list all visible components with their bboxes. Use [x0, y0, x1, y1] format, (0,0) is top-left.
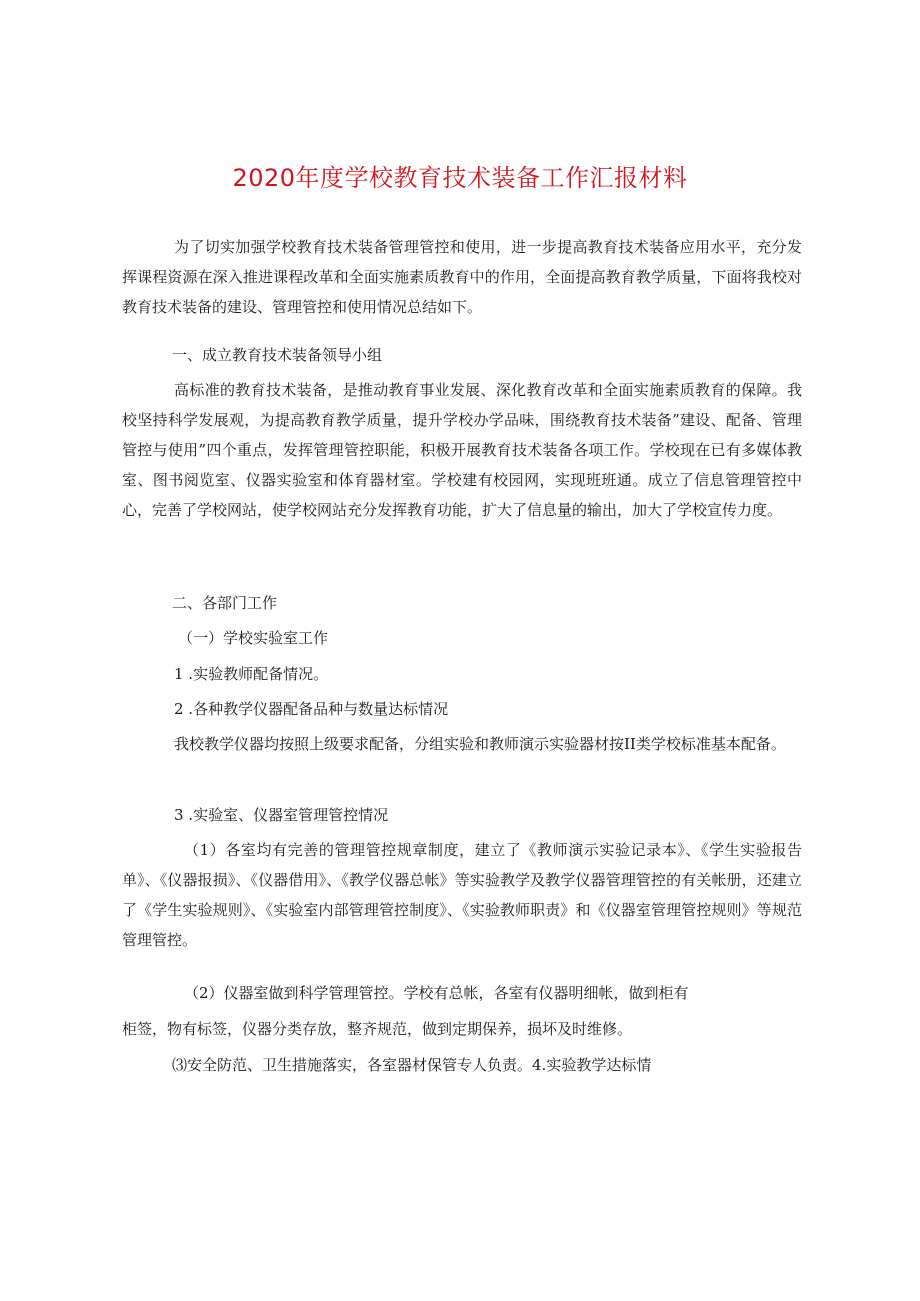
intro-paragraph: 为了切实加强学校教育技术装备管理管控和使用，进一步提高教育技术装备应用水平，充分发挥课程资源在深入推进课程改革和全面实施素质教育中的作用，全面提高教育教学质量，下面将我校对教育技术装备的建设、管理管控和使用情况总结如下。	[122, 238, 802, 316]
section-heading-2: 二、各部门工作	[172, 594, 278, 612]
equipment-paragraph: 我校教学仪器均按照上级要求配备，分组实验和教师演示实验器材按II类学校标准基本配备。	[174, 735, 786, 753]
subsection-heading-lab: （一）学校实验室工作	[178, 629, 329, 647]
management-paragraph-2-line-2: 柜签，物有标签，仪器分类存放，整齐规范，做到定期保养，损坏及时维修。	[122, 1020, 633, 1038]
management-paragraph-3: ⑶安全防范、卫生措施落实，各室器材保管专人负责。4.实验教学达标情	[172, 1056, 652, 1074]
list-item-3: 3 .实验室、仪器室管理管控情况	[174, 806, 389, 824]
management-paragraph-2-line-1: （2）仪器室做到科学管理管控。学校有总帐，各室有仪器明细帐，做到柜有	[184, 984, 689, 1002]
section-heading-1: 一、成立教育技术装备领导小组	[172, 346, 383, 364]
list-item-1: 1 .实验教师配备情况。	[174, 665, 329, 683]
section-1-paragraph: 高标准的教育技术装备，是推动教育事业发展、深化教育改革和全面实施素质教育的保障。我校坚持科学发展观，为提高教育教学质量，提升学校办学品味，围绕教育技术装备”建设、配备、管理管控与使用”四个重点，发挥管理管控职能，积极开展教育技术装备各项工作。学校现在已有多媒体教室、图书阅览室、仪器实验室和体育器材室。学校建有校园网，实现班班通。成立了信息管理管控中心，完善了学校网站，使学校网站充分发挥教育功能，扩大了信息量的输出，加大了学校宣传力度。	[122, 381, 802, 519]
document-title: 2020年度学校教育技术装备工作汇报材料	[232, 164, 688, 192]
management-paragraph-1: （1）各室均有完善的管理管控规章制度，建立了《教师演示实验记录本》、《学生实验报告单》、《仪器报损》、《仪器借用》、《教学仪器总帐》等实验教学及教学仪器管理管控的有关帐册，还建立了《学生实验规则》、《实验室内部管理管控制度》、《实验教师职责》和《仪器室管理管控规则》等规范管理管控。	[122, 841, 802, 949]
list-item-2: 2 .各种教学仪器配备品种与数量达标情况	[174, 700, 449, 718]
